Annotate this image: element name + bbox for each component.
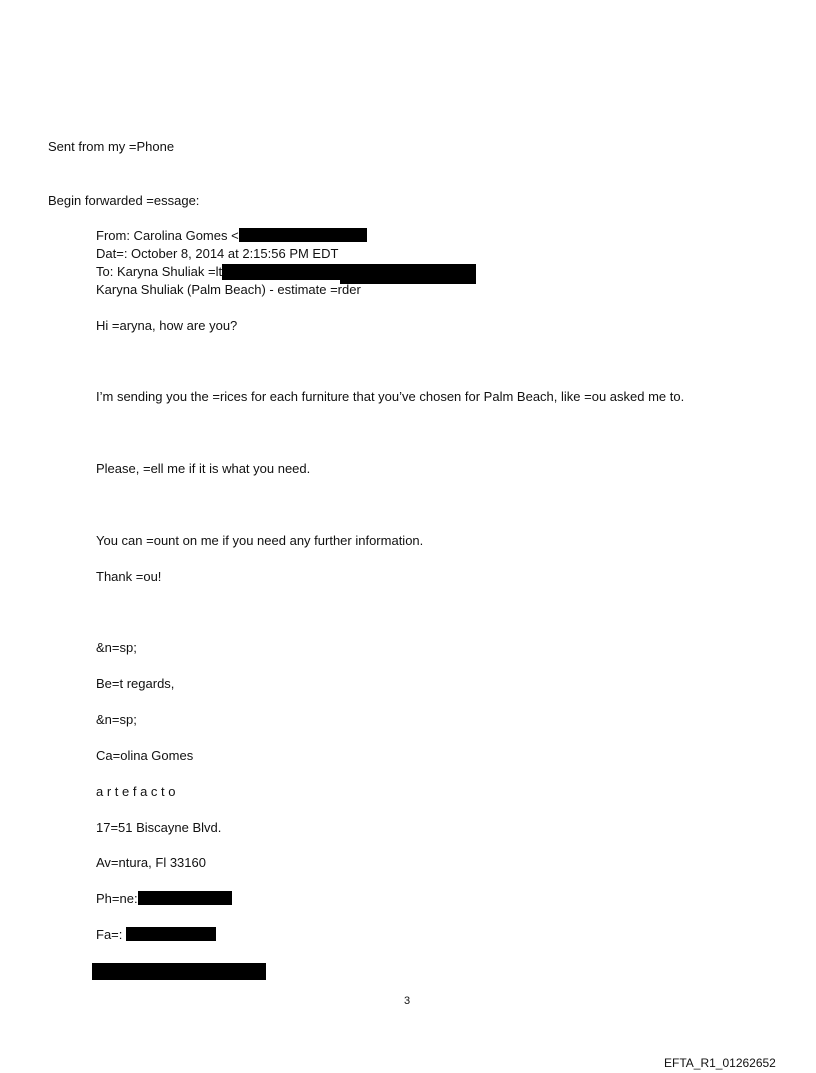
to-line: [96, 264, 347, 280]
nbsp-line: &n=sp;: [96, 712, 137, 727]
signature-company: a r t e f a c t o: [96, 784, 176, 799]
redaction-box: [340, 264, 476, 284]
from-line: [96, 228, 246, 244]
signature-address-2: Av=ntura, Fl 33160: [96, 855, 206, 870]
signature-name: Ca=olina Gomes: [96, 748, 194, 763]
signature-phone: [96, 891, 138, 907]
redaction-box: [142, 963, 266, 980]
paragraph-3: You can =ount on me if you need any further information.: [96, 533, 424, 548]
redaction-box: [239, 228, 367, 242]
from-label: From: Carolina Gomes <: [96, 228, 239, 243]
mailto-line: [92, 963, 179, 979]
redaction-box: [126, 927, 216, 941]
date-line: Dat=: October 8, 2014 at 2:15:56 PM EDT: [96, 246, 339, 261]
greeting: Hi =aryna, how are you?: [96, 318, 238, 333]
document-id: EFTA_R1_01262652: [664, 1056, 776, 1070]
regards-line: Be=t regards,: [96, 676, 175, 691]
redaction-box: [138, 891, 232, 905]
sent-from-line: Sent from my =Phone: [48, 139, 175, 154]
fax-label: Fa=:: [96, 927, 123, 942]
phone-label: Ph=ne:: [96, 891, 138, 906]
nbsp-line: &n=sp;: [96, 640, 137, 655]
signature-address-1: 17=51 Biscayne Blvd.: [96, 820, 222, 835]
paragraph-2: Please, =ell me if it is what you need.: [96, 461, 311, 476]
signature-fax: [96, 927, 122, 943]
paragraph-1: I’m sending you the =rices for each furniture that you’ve chosen for Palm Beach, like =ou asked me to.: [96, 389, 685, 404]
page-number: 3: [404, 995, 411, 1007]
subject-line: Karyna Shuliak (Palm Beach) - estimate =rder: [96, 282, 361, 297]
thanks-line: Thank =ou!: [96, 569, 162, 584]
begin-forwarded-line: Begin forwarded =essage:: [48, 193, 200, 208]
to-label: To: Karyna Shuliak =lt: [96, 264, 223, 279]
